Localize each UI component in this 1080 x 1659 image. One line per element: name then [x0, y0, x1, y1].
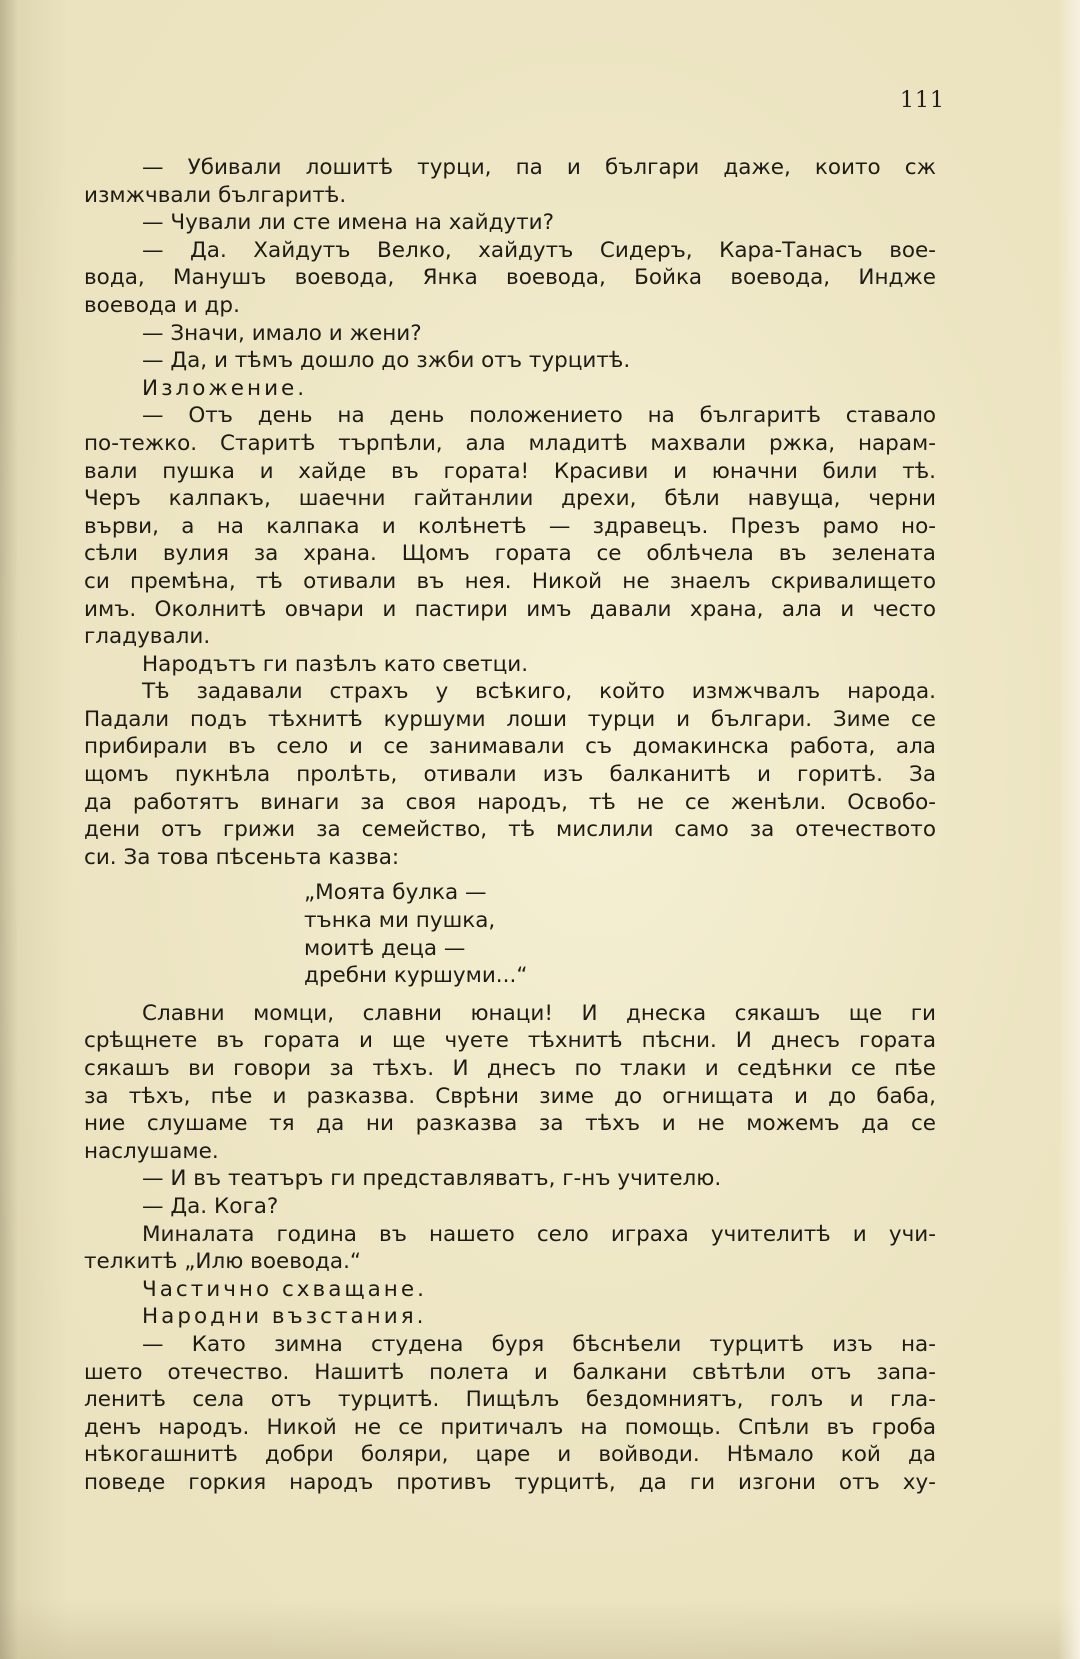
text-line: върви, а на калпака и колѣнетѣ — здравецъ. Презъ рамо но- [84, 513, 936, 539]
text-line: — Да. Хайдутъ Велко, хайдутъ Сидеръ, Кара-Танасъ вое- [142, 237, 936, 263]
text-line: — Да. Кога? [142, 1193, 279, 1219]
section-heading: Частично схващане. [142, 1276, 427, 1302]
text-line: Тѣ задавали страхъ у всѣкиго, който измжчвалъ народа. [142, 679, 936, 705]
text-line: вали пушка и хайде въ гората! Красиви и юначни били тѣ. [84, 458, 936, 484]
text-line: Миналата година въ нашето село играха учителитѣ и учи- [142, 1221, 936, 1247]
body-text [84, 154, 936, 1497]
text-line: телкитѣ „Илю воевода.“ [84, 1249, 362, 1275]
text-line: измжчвали българитѣ. [84, 182, 347, 208]
text-line: — И въ театъръ ги представляватъ, г-нъ учителю. [142, 1166, 722, 1192]
text-line: — Чували ли сте имена на хайдути? [142, 210, 555, 236]
poem-line: „Моята булка — [304, 880, 487, 906]
text-line: по-тежко. Старитѣ търпѣли, ала младитѣ махвали ржка, нарам- [84, 430, 936, 456]
page-number: 111 [900, 88, 945, 113]
text-line: Падали подъ тѣхнитѣ куршуми лоши турци и българи. Зиме се [84, 706, 936, 732]
section-heading: Изложение. [142, 375, 308, 401]
text-line: — Убивали лошитѣ турци, па и българи даже, които сж [142, 155, 936, 180]
poem-quote [84, 879, 644, 989]
text-line: гладували. [84, 624, 211, 650]
poem-line: моитѣ деца — [304, 935, 466, 961]
text-line: воевода и др. [84, 292, 240, 318]
text-line: — Значи, имало и жени? [142, 320, 422, 346]
section-heading: Народни възстания. [142, 1304, 427, 1330]
page-edge [1058, 0, 1080, 1659]
text-block-a [84, 154, 936, 871]
text-line: шето отечество. Нашитѣ полета и балкани свѣтѣли отъ запа- [84, 1359, 936, 1385]
text-line: ленитѣ села отъ турцитѣ. Пищѣлъ бездомниятъ, голъ и гла- [84, 1387, 936, 1413]
text-line: щомъ пукнѣла пролѣть, отивали изъ балканитѣ и горитѣ. За [84, 762, 936, 788]
text-block-b [84, 1000, 936, 1497]
text-line: си премѣна, тѣ отивали въ нея. Никой не знаелъ скривалището [84, 568, 936, 594]
text-line: си. За това пѣсеньта казва: [84, 844, 400, 870]
text-line: наслушаме. [84, 1138, 219, 1164]
text-line: Народътъ ги пазѣлъ като светци. [142, 651, 529, 677]
text-line: — Отъ день на день положението на българитѣ ставало [142, 403, 936, 429]
text-line: ние слушаме тя да ни разказва за тѣхъ и не можемъ да се [84, 1111, 936, 1137]
text-line: за тѣхъ, пѣе и разказва. Сврѣни зиме до огнищата и до баба, [84, 1083, 936, 1109]
text-line: имъ. Околнитѣ овчари и пастири имъ давали храна, ала и често [84, 596, 936, 622]
text-line: дени отъ грижи за семейство, тѣ мислили само за отечеството [84, 817, 936, 843]
text-line: сѣли вулия за храна. Щомъ гората се облѣчела въ зелената [84, 541, 936, 567]
text-line: срѣщнете въ гората и ще чуете тѣхнитѣ пѣсни. И днесъ гората [84, 1028, 936, 1054]
text-line: — Да, и тѣмъ дошло до зжби отъ турцитѣ. [142, 348, 631, 374]
text-line: вода, Манушъ воевода, Янка воевода, Бойка воевода, Индже [84, 265, 936, 291]
text-line: да работятъ винаги за своя народъ, тѣ не се женѣли. Освобо- [84, 789, 936, 815]
text-line: сякашъ ви говори за тѣхъ. И днесъ по тлаки и седѣнки се пѣе [84, 1056, 936, 1081]
text-line: Славни момци, славни юнаци! И днеска сякашъ ще ги [142, 1000, 936, 1026]
text-line: поведе горкия народъ противъ турцитѣ, да ги изгони отъ ху- [84, 1469, 936, 1495]
poem-line: дребни куршуми...“ [304, 963, 528, 989]
text-line: нѣкогашнитѣ добри боляри, царе и войводи. Нѣмало кой да [84, 1442, 936, 1468]
text-line: денъ народъ. Никой не се притичалъ на помощь. Спѣли въ гроба [84, 1414, 936, 1440]
text-line: — Като зимна студена буря бѣснѣели турцитѣ изъ на- [142, 1331, 936, 1357]
poem-line: тънка ми пушка, [304, 908, 496, 934]
text-line: Черъ калпакъ, шаечни гайтанлии дрехи, бѣли навуща, черни [84, 486, 936, 512]
text-line: прибирали въ село и се занимавали съ домакинска работа, ала [84, 734, 936, 760]
